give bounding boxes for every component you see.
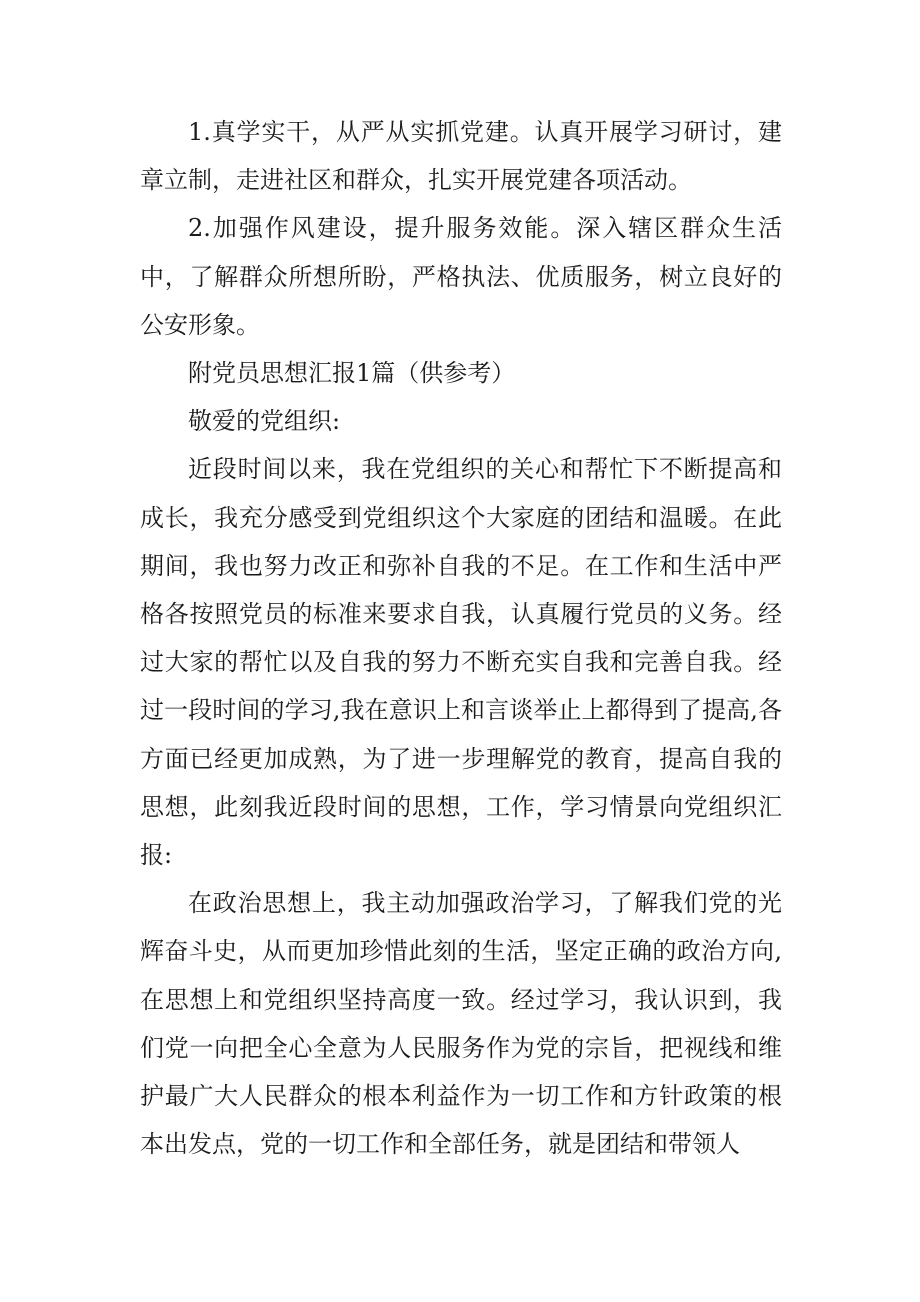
paragraph-appendix-heading: 附党员思想汇报1篇（供参考） (188, 359, 516, 388)
paragraph-5: 近段时间以来，我在党组织的关心和帮忙下不断提高和成长，我充分感受到党组织这个大家庭的团结和温暖。在此期间，我也努力改正和弥补自我的不足。在工作和生活中严格各按照党员的标准来要求自我，认真履行党员的义务。经过大家的帮忙以及自我的努力不断充实自我和完善自我。经过一段时间的学习,我在意识上和言谈举止上都得到了提高,各方面已经更加成熟，为了进一步理解党的教育，提高自我的思想，此刻我近段时间的思想，工作，学习情景向党组织汇报: (140, 455, 782, 870)
document-body (140, 108, 782, 1168)
paragraph-salutation: 敬爱的党组织: (188, 407, 341, 436)
paragraph-1: 1.真学实干，从严从实抓党建。认真开展学习研讨，建章立制，走进社区和群众，扎实开展党建各项活动。 (140, 118, 782, 195)
paragraph-2: 2.加强作风建设，提升服务效能。深入辖区群众生活中，了解群众所想所盼，严格执法、优质服务，树立良好的公安形象。 (140, 214, 782, 339)
paragraph-6: 在政治思想上，我主动加强政治学习，了解我们党的光辉奋斗史，从而更加珍惜此刻的生活，坚定正确的政治方向,在思想上和党组织坚持高度一致。经过学习，我认识到，我们党一向把全心全意为人民服务作为党的宗旨，把视线和维护最广大人民群众的根本利益作为一切工作和方针政策的根本出发点，党的一切工作和全部任务，就是团结和带领人 (140, 889, 782, 1159)
